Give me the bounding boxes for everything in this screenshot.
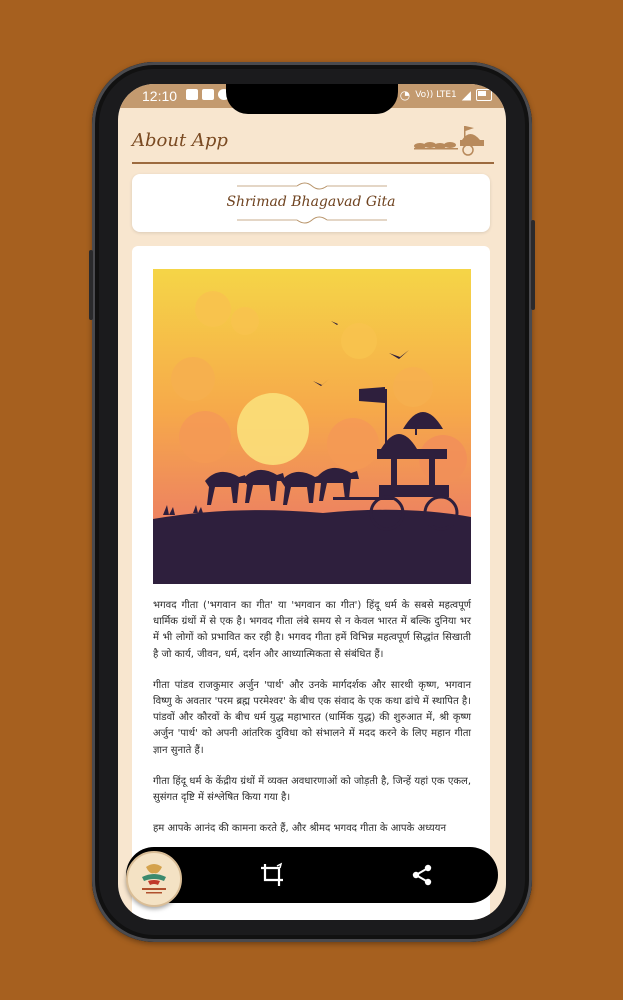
app-header bbox=[118, 108, 506, 164]
ornament-top-icon bbox=[237, 182, 387, 190]
app-screen bbox=[118, 84, 506, 920]
phone-side-button-left bbox=[89, 250, 93, 320]
camera-notch bbox=[226, 84, 398, 114]
volte-label: Vo)) LTE1 bbox=[415, 90, 457, 100]
paragraph-3: गीता हिंदू धर्म के केंद्रीय ग्रंथों में व्यक्त अवधारणाओं को जोड़ती है, जिन्हें यहां एक एकल, सुसंगत दृष्टि में संश्लेषित किया गया है। bbox=[153, 775, 471, 804]
wifi-icon: ◔ bbox=[399, 88, 411, 102]
app-name-title: Shrimad Bhagavad Gita bbox=[226, 194, 396, 210]
share-icon[interactable] bbox=[408, 861, 436, 889]
gita-logo-icon bbox=[138, 861, 170, 895]
chariot-decoration-icon bbox=[412, 122, 490, 158]
paragraph-4: हम आपके आनंद की कामना करते हैं, और श्रीमद भगवद गीता के आपके अध्ययन bbox=[153, 823, 447, 835]
description-text bbox=[153, 598, 471, 852]
signal-icon: ◢ bbox=[461, 88, 471, 102]
page-title: About App bbox=[132, 130, 228, 151]
krishna-arjuna-chariot-illustration bbox=[153, 269, 471, 584]
status-time: 12:10 bbox=[142, 88, 178, 104]
app-logo-button[interactable] bbox=[126, 851, 182, 907]
paragraph-2: गीता पांडव राजकुमार अर्जुन 'पार्थ' और उनके मार्गदर्शक और सारथी कृष्ण, भगवान विष्णु के अवतार 'परम ब्रह्म परमेश्वर' के बीच एक संवाद के एक कथा ढांचे में स्थापित है। पांडवों और कौरवों के बीच धर्म युद्ध महाभारत (धार्मिक युद्ध) की शुरुआत में, श्री कृष्ण अर्जुन 'पार्थ' को अपनी आंतरिक दुविधा को संभालने में मदद करने के लिए महान गीता ज्ञान सुनाते हैं। bbox=[153, 679, 471, 756]
status-left-icons bbox=[186, 89, 230, 100]
header-divider bbox=[132, 162, 494, 164]
photo-icon bbox=[186, 89, 198, 100]
paragraph-1: भगवद गीता ('भगवान का गीत' या 'भगवान का गीत') हिंदू धर्म के सबसे महत्वपूर्ण धार्मिक ग्रंथों में से एक है। भगवद गीता लंबे समय से न केवल भारत में बल्कि दुनिया भर में भी लोगों को प्रभावित कर रही है। भगवद गीता हमें विभिन्न महत्वपूर्ण सिद्धांत सिखाती है जो कार्य, जीवन, धर्म, दर्शन और आध्यात्मिकता से संबंधित हैं। bbox=[153, 600, 471, 660]
title-card bbox=[132, 174, 490, 232]
crop-rotate-icon[interactable] bbox=[258, 861, 286, 889]
ornament-bottom-icon bbox=[237, 216, 387, 224]
battery-icon bbox=[476, 89, 492, 101]
content-card[interactable] bbox=[132, 246, 490, 920]
phone-side-button-right bbox=[531, 220, 535, 310]
youtube-icon bbox=[202, 89, 214, 100]
